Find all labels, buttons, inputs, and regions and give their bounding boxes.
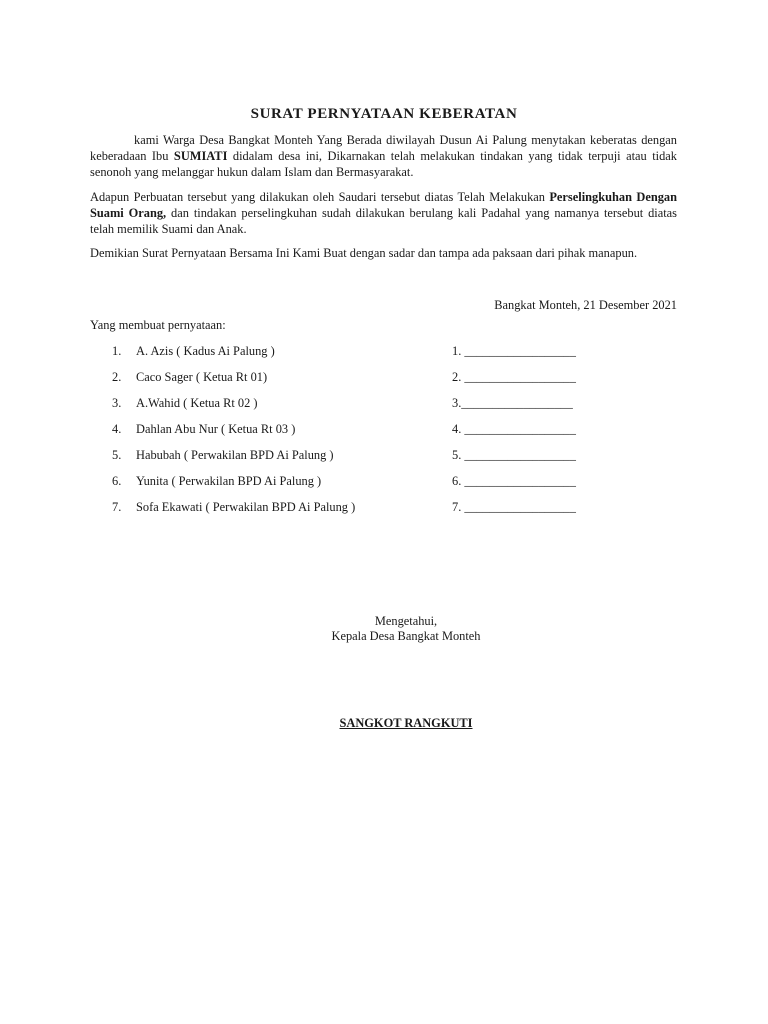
village-head-name: SANGKOT RANGKUTI xyxy=(339,716,473,730)
paragraph-closing: Demikian Surat Pernyataan Bersama Ini Kami Buat dengan sadar dan tampa ada paksaan dari pihak manapun. xyxy=(90,246,638,260)
signer-number: 2. xyxy=(112,370,122,384)
signer-number: 4. xyxy=(112,422,122,436)
signature-line: 6. __________________ xyxy=(452,474,576,488)
signer-name: Dahlan Abu Nur ( Ketua Rt 03 ) xyxy=(136,422,296,436)
acknowledgement-label: Mengetahui, xyxy=(374,614,438,628)
signer-name: A. Azis ( Kadus Ai Palung ) xyxy=(136,344,275,358)
signer-row xyxy=(0,448,768,468)
paragraph-objection-text-2: didalam desa ini, Dikarnakan telah melakukan tindakan yang tidak terpuji atau tidak senonoh yang melanggar hukun dalam Islam dan Bermasyarakat. xyxy=(90,149,677,179)
signature-line: 3.__________________ xyxy=(452,396,573,410)
signature-line: 2. __________________ xyxy=(452,370,576,384)
signer-number: 1. xyxy=(112,344,122,358)
signer-row xyxy=(0,500,768,520)
village-head-title: Kepala Desa Bangkat Monteh xyxy=(331,629,481,643)
accused-name: SUMIATI xyxy=(173,149,228,163)
signer-row xyxy=(0,396,768,416)
maker-label: Yang membuat pernyataan: xyxy=(90,318,226,332)
document-title: SURAT PERNYATAAN KEBERATAN xyxy=(250,106,518,122)
paragraph-act-text-2: dan tindakan perselingkuhan sudah dilakukan berulang kali Padahal yang namanya tersebut diatas telah memilik Suami dan Anak. xyxy=(90,206,677,236)
signer-name: Caco Sager ( Ketua Rt 01) xyxy=(136,370,268,384)
acknowledgement-block xyxy=(0,614,768,644)
place-date: Bangkat Monteh, 21 Desember 2021 xyxy=(494,298,677,312)
signer-name: A.Wahid ( Ketua Rt 02 ) xyxy=(136,396,258,410)
signature-line: 5. __________________ xyxy=(452,448,576,462)
signer-row xyxy=(0,344,768,364)
signer-name: Sofa Ekawati ( Perwakilan BPD Ai Palung ) xyxy=(136,500,356,514)
signature-line: 1. __________________ xyxy=(452,344,576,358)
paragraph-objection-text-1: kami Warga Desa Bangkat Monteh Yang Berada diwilayah Dusun Ai Palung menytakan keberatas dengan keberadaan Ibu xyxy=(90,133,677,163)
signer-name: Yunita ( Perwakilan BPD Ai Palung ) xyxy=(136,474,322,488)
act-description: Perselingkuhan Dengan Suami Orang, xyxy=(90,190,677,220)
paragraph-act-text-1: Adapun Perbuatan tersebut yang dilakukan oleh Saudari tersebut diatas Telah Melakukan xyxy=(90,190,550,204)
paragraph-objection xyxy=(90,132,677,180)
signer-number: 3. xyxy=(112,396,122,410)
signer-row xyxy=(0,370,768,390)
signature-line: 4. __________________ xyxy=(452,422,576,436)
paragraph-act xyxy=(90,189,677,237)
signer-name: Habubah ( Perwakilan BPD Ai Palung ) xyxy=(136,448,334,462)
signer-number: 5. xyxy=(112,448,122,462)
signer-row xyxy=(0,422,768,442)
signer-row xyxy=(0,474,768,494)
signer-number: 6. xyxy=(112,474,122,488)
signer-number: 7. xyxy=(112,500,122,514)
signature-line: 7. __________________ xyxy=(452,500,576,514)
